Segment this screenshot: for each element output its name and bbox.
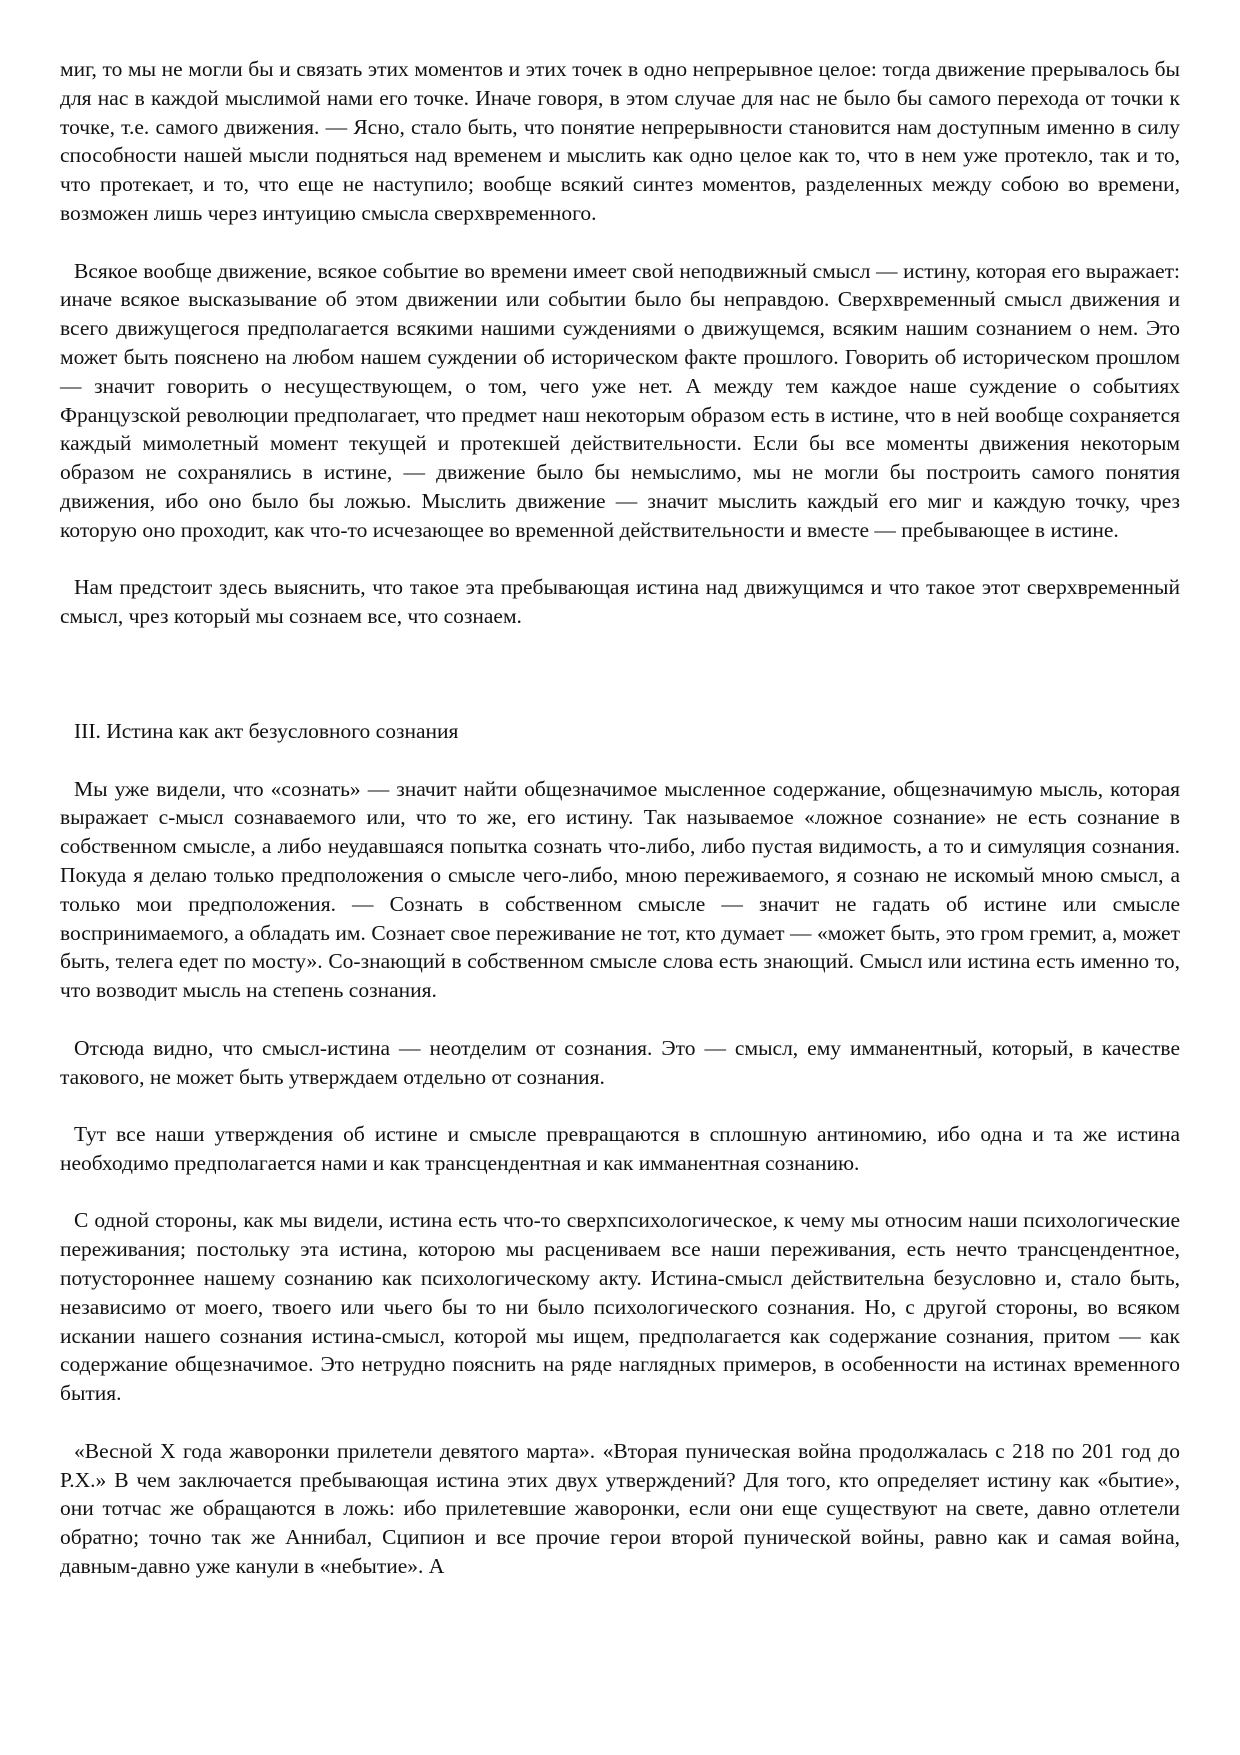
section-heading: III. Истина как акт безусловного сознания [74,718,459,743]
paragraph-meaning-truth: Отсюда видно, что смысл-истина — неотделим от сознания. Это — смысл, ему имманентный, который, в качестве такового, не может быть утверждаем отдельно от сознания. [60,1035,1180,1089]
paragraph-antinomy: Тут все наши утверждения об истине и смысле превращаются в сплошную антиномию, ибо одна и та же истина необходимо предполагается нами и как трансцендентная и как имманентная сознанию. [60,1122,1180,1175]
document-page [60,55,1180,1581]
paragraph-examples: «Весной X года жаворонки прилетели девятого марта». «Вторая пуническая война продолжалась с 218 по 201 год до Р.Х.» В чем заключается пребывающая истина этих двух утверждений? Для того, кто определяет истину как «бытие», они тотчас же обращаются в ложь: ибо прилетевшие жаворонки, если они еще существуют на свете, давно отлетели обратно; точно так же Аннибал, Сципион и все прочие герои второй пунической войны, равно как и самая война, давным-давно уже канули в «небытие». А [60,1438,1180,1579]
paragraph-task-statement: Нам предстоит здесь выяснить, что такое эта пребывающая истина над движущимся и что такое этот сверхвременный смысл, чрез который мы сознаем все, что сознаем. [60,575,1180,629]
paragraph-motion-meaning: Всякое вообще движение, всякое событие во времени имеет свой неподвижный смысл — истину, которая его выражает: иначе всякое высказывание об этом движении или событии было бы неправдою. Сверхвременный смысл движения и всего движущегося предполагается всякими нашими суждениями о движущемся, всяким нашим сознанием о нем. Это может быть пояснено на любом нашем суждении об историческом факте прошлого. Говорить об историческом прошлом — значит говорить о несуществующем, о том, чего уже нет. А между тем каждое наше суждение о событиях Французской революции предполагает, что предмет наш некоторым образом есть в истине, что в ней вообще сохраняется каждый мимолетный момент текущей и протекшей действительности. Если бы все моменты движения некоторым образом не сохранялись в истине, — движение было бы немыслимо, мы не могли бы построить самого понятия движения, ибо оно было бы ложью. Мыслить движение — значит мыслить каждый его миг и каждую точку, чрез которую оно проходит, как что-то исчезающее во временной действительности и вместе — пребывающее в истине. [60,258,1180,542]
paragraph-continuation: миг, то мы не могли бы и связать этих моментов и этих точек в одно непрерывное целое: тогда движение прерывалось бы для нас в каждой мыслимой нами его точке. Иначе говоря, в этом случае для нас не было бы самого перехода от точки к точке, т.е. самого движения. — Ясно, стало быть, что понятие непрерывности становится нам доступным именно в силу способности нашей мысли подняться над временем и мыслить как одно целое как то, что в нем уже протекло, так и то, что протекает, и то, что еще не наступило; вообще всякий синтез моментов, разделенных между собою во времени, возможен лишь через интуицию смысла сверхвременного. [60,57,1180,225]
paragraph-transcendent: С одной стороны, как мы видели, истина есть что-то сверхпсихологическое, к чему мы относим наши психологические переживания; постольку эта истина, которою мы расцениваем все наши переживания, есть нечто трансцендентное, потустороннее нашему сознанию как психологическому акту. Истина-смысл действительна безусловно и, стало быть, независимо от моего, твоего или чьего бы то ни было психологического сознания. Но, с другой стороны, во всяком искании нашего сознания истина-смысл, которой мы ищем, предполагается как содержание сознания, притом — как содержание общезначимое. Это нетрудно пояснить на ряде наглядных примеров, в особенности на истинах временного бытия. [60,1208,1180,1406]
paragraph-consciousness: Мы уже видели, что «сознать» — значит найти общезначимое мысленное содержание, общезначимую мысль, которая выражает с-мысл сознаваемого или, что то же, его истину. Так называемое «ложное сознание» не есть сознание в собственном смысле, а либо неудавшаяся попытка сознать что-либо, либо пустая видимость, а то и симуляция сознания. Покуда я делаю только предположения о смысле чего-либо, мною переживаемого, я сознаю не искомый мною смысл, а только мои предположения. — Сознать в собственном смысле — значит не гадать об истине или смысле воспринимаемого, а обладать им. Сознает свое переживание не тот, кто думает — «может быть, это гром гремит, а, может быть, телега едет по мосту». Со-знающий в собственном смысле слова есть знающий. Смысл или истина есть именно то, что возводит мысль на степень сознания. [60,776,1180,1003]
